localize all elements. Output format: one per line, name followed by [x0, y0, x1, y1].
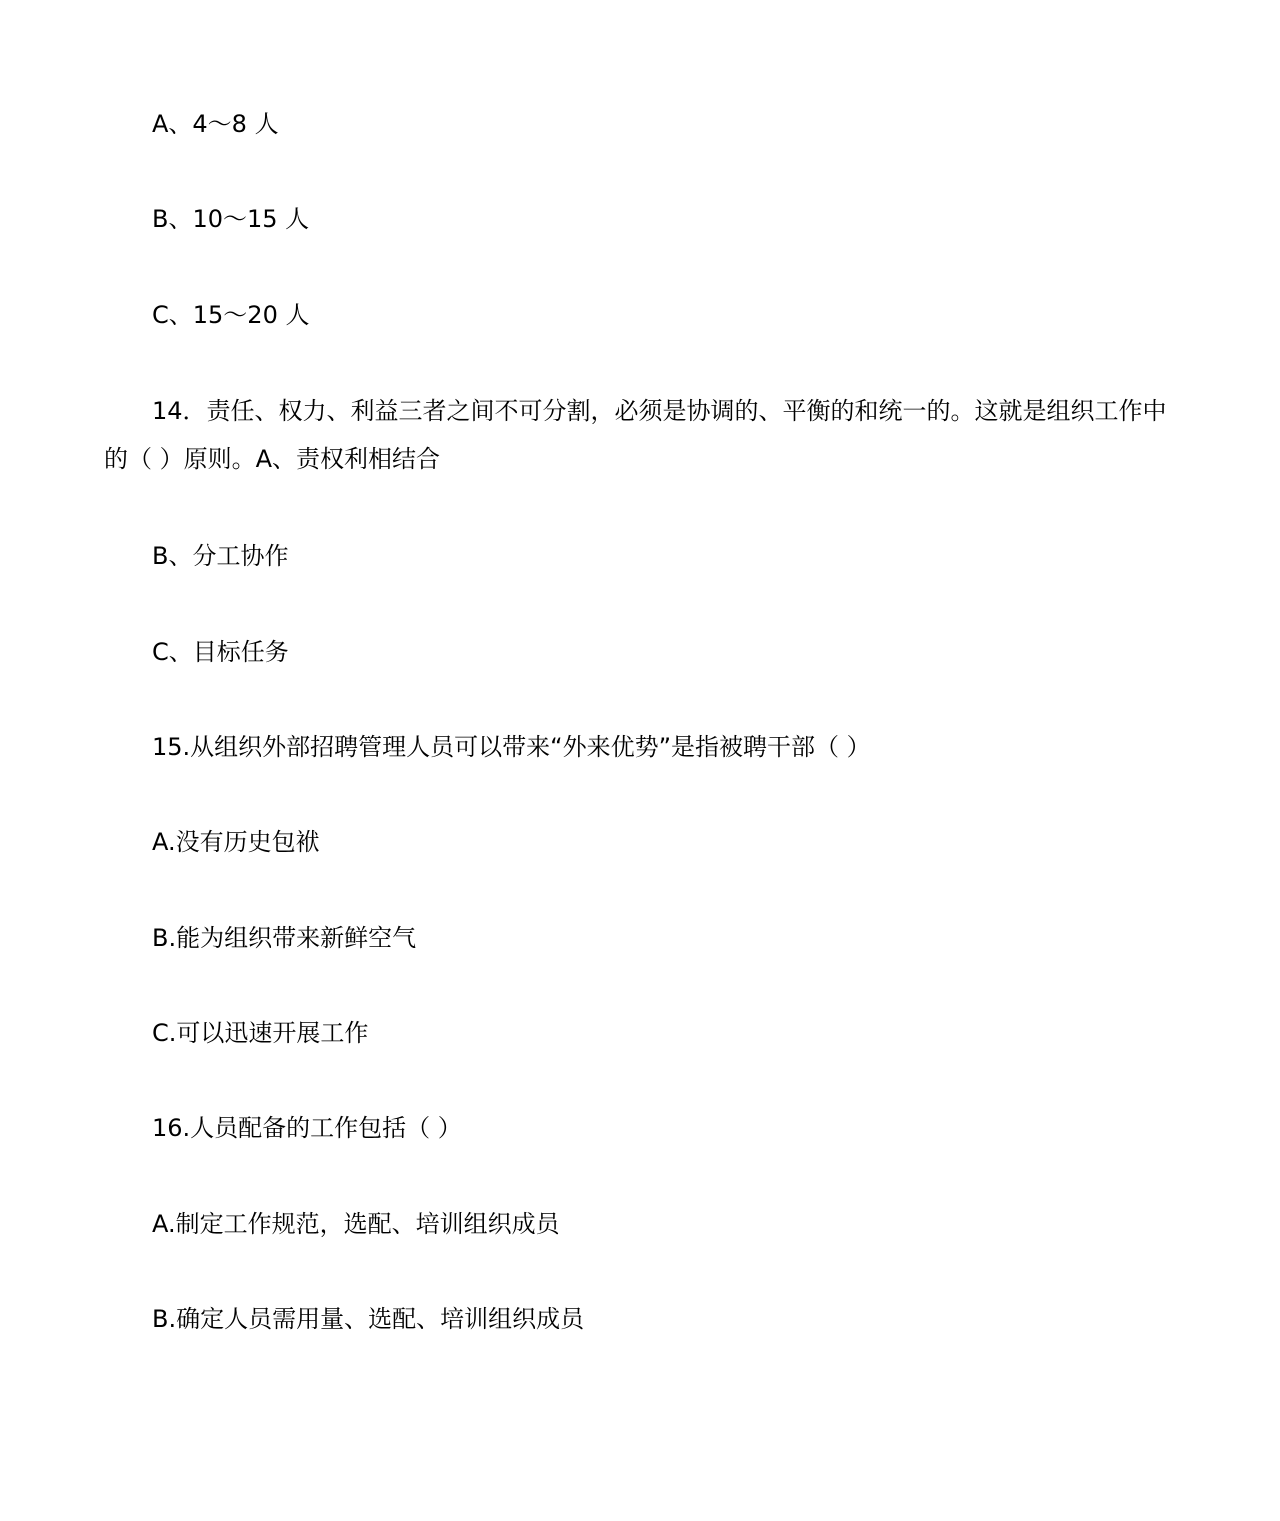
q15-option-c: C.可以迅速开展工作 — [152, 1019, 369, 1047]
q13-option-c: C、15～20 人 — [152, 301, 310, 329]
q13-option-a: A、4～8 人 — [152, 110, 279, 138]
q15-stem: 15.从组织外部招聘管理人员可以带来“外来优势”是指被聘干部（ ） — [152, 733, 871, 761]
q14-option-b: B、分工协作 — [152, 542, 289, 570]
q13-option-b: B、10～15 人 — [152, 205, 310, 233]
q14-option-c: C、目标任务 — [152, 638, 289, 666]
q15-option-b: B.能为组织带来新鲜空气 — [152, 924, 417, 952]
q16-option-a: A.制定工作规范，选配、培训组织成员 — [152, 1210, 560, 1238]
q15-option-a: A.没有历史包袱 — [152, 828, 320, 856]
q14-stem: 14．责任、权力、利益三者之间不可分割，必须是协调的、平衡的和统一的。这就是组织工作中的（ ）原则。A、责权利相结合 — [104, 397, 1167, 473]
q16-option-b: B.确定人员需用量、选配、培训组织成员 — [152, 1305, 585, 1333]
q16-stem: 16.人员配备的工作包括（ ） — [152, 1114, 462, 1142]
